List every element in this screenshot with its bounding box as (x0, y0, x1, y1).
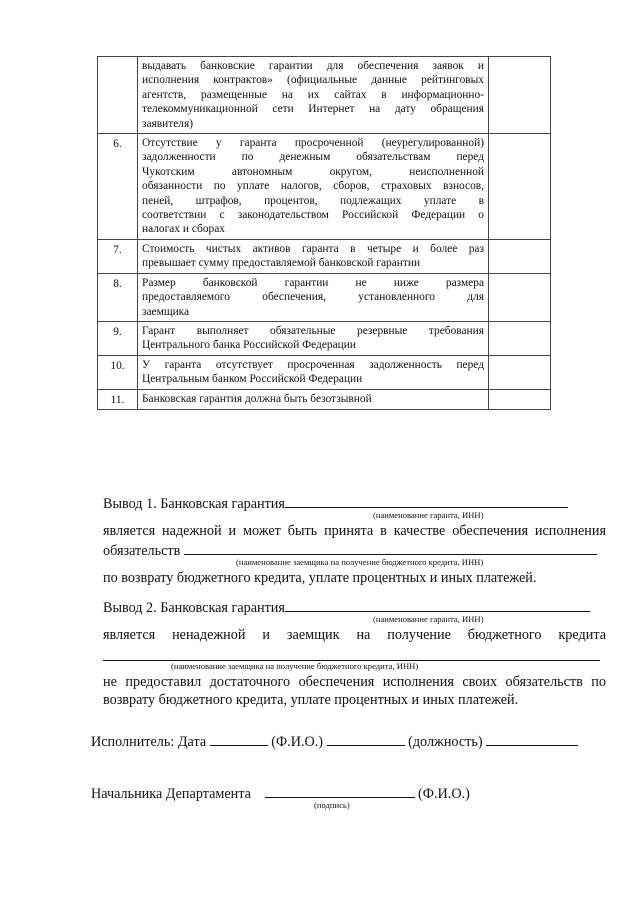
row-assessment-cell[interactable] (489, 134, 551, 240)
executor-fio-label: (Ф.И.О.) (271, 734, 324, 750)
criterion-line: агентств, размещенные на их сайтах в информационно- (142, 88, 484, 101)
table-row (98, 57, 551, 134)
guarantor-field-2[interactable] (285, 597, 590, 612)
criterion-line: налогах и сборах (142, 223, 225, 236)
criterion-line: Банковская гарантия должна быть безотзывной (142, 392, 372, 405)
conclusion1-line1 (103, 493, 568, 513)
table-row (98, 134, 551, 240)
criterion-line: У гаранта отсутствует просроченная задолженность перед (142, 358, 484, 371)
criterion-line: Гарант выполняет обязательные резервные требования (142, 324, 484, 337)
head-label: Начальника Департамента (91, 786, 251, 802)
borrower-field-1[interactable] (184, 540, 597, 555)
conclusion2-line3: не предоставил достаточного обеспечения исполнения своих обязательств по (103, 674, 606, 690)
row-criterion (138, 355, 489, 389)
conclusion2-note-guarantor: (наименование гаранта, ИНН) (373, 614, 484, 624)
criterion-line: превышает сумму предоставляемой банковской гарантии (142, 257, 421, 270)
criterion-line: Центрального банка Российской Федерации (142, 339, 356, 352)
guarantor-field-1[interactable] (285, 493, 568, 508)
criterion-line: Стоимость чистых активов гаранта в четыре и более раз (142, 242, 484, 255)
signature-note: (подпись) (314, 800, 350, 810)
executor-fio-field[interactable] (327, 731, 405, 746)
conclusion1-note-guarantor: (наименование гаранта, ИНН) (373, 510, 484, 520)
row-assessment-cell[interactable] (489, 273, 551, 321)
row-assessment-cell[interactable] (489, 239, 551, 273)
table-row (98, 273, 551, 321)
criterion-line: заявителя) (142, 117, 194, 130)
row-number: 7. (98, 239, 138, 273)
row-number: 11. (98, 389, 138, 409)
criterion-line: Размер банковской гарантии не ниже размера (142, 276, 484, 289)
position-field[interactable] (486, 731, 578, 746)
table-row (98, 321, 551, 355)
head-fio-label: (Ф.И.О.) (418, 786, 470, 802)
executor-label: Исполнитель: Дата (91, 734, 207, 750)
criterion-line: предоставляемого обеспечения, установленного для (142, 291, 484, 304)
date-field[interactable] (210, 731, 268, 746)
row-assessment-cell[interactable] (489, 321, 551, 355)
row-criterion (138, 57, 489, 134)
row-number: 8. (98, 273, 138, 321)
conclusion1-obligations: обязательств (103, 543, 181, 559)
criterion-line: обязанности по уплате налогов, сборов, страховых взносов, (142, 180, 484, 193)
table-row (98, 389, 551, 409)
executor-line (91, 731, 578, 751)
row-assessment-cell[interactable] (489, 57, 551, 134)
row-assessment-cell[interactable] (489, 355, 551, 389)
row-number (98, 57, 138, 134)
row-criterion (138, 134, 489, 240)
table-row (98, 239, 551, 273)
criteria-table (97, 56, 551, 410)
row-assessment-cell[interactable] (489, 389, 551, 409)
head-line (91, 783, 470, 803)
row-criterion (138, 321, 489, 355)
criterion-line: исполнения контрактов» (официальные данные рейтинговых (142, 74, 484, 87)
criterion-line: телекоммуникационной сети Интернет на дату обращения (142, 103, 484, 116)
executor-position-label: (должность) (408, 734, 483, 750)
row-number: 6. (98, 134, 138, 240)
conclusion2-line1 (103, 597, 590, 617)
criterion-line: пеней, штрафов, процентов, подлежащих уплате в (142, 194, 484, 207)
conclusion1-line2: является надежной и может быть принята в качестве обеспечения исполнения (103, 523, 606, 539)
row-criterion (138, 273, 489, 321)
row-criterion (138, 239, 489, 273)
criterion-line: выдавать банковские гарантии для обеспечения заявок и (142, 60, 484, 72)
row-number: 10. (98, 355, 138, 389)
table-row (98, 355, 551, 389)
row-number: 9. (98, 321, 138, 355)
conclusion2-line2: является ненадежной и заемщик на получение бюджетного кредита (103, 627, 606, 643)
criterion-line: Чукотским автономным округом, неисполненной (142, 165, 484, 178)
row-criterion (138, 389, 489, 409)
signature-field[interactable] (265, 783, 415, 798)
criterion-line: соответствии с законодательством Российской Федерации о (142, 209, 484, 222)
criterion-line: заемщика (142, 305, 190, 318)
conclusion1-label: Вывод 1. Банковская гарантия (103, 496, 285, 512)
conclusion2-note-borrower: (наименование заемщика на получение бюджетного кредита, ИНН) (171, 661, 419, 671)
conclusion2-line4: возврату бюджетного кредита, уплате процентных и иных платежей. (103, 692, 519, 708)
borrower-field-2[interactable] (103, 646, 600, 661)
conclusion1-note-borrower: (наименование заемщика на получение бюджетного кредита, ИНН) (236, 557, 484, 567)
criterion-line: Центральным банком Российской Федерации (142, 373, 363, 386)
conclusion2-label: Вывод 2. Банковская гарантия (103, 600, 285, 616)
criterion-line: задолженности по денежным обязательствам перед (142, 151, 484, 164)
criterion-line: Отсутствие у гаранта просроченной (неурегулированной) (142, 137, 484, 150)
conclusion1-line4: по возврату бюджетного кредита, уплате процентных и иных платежей. (103, 570, 537, 586)
